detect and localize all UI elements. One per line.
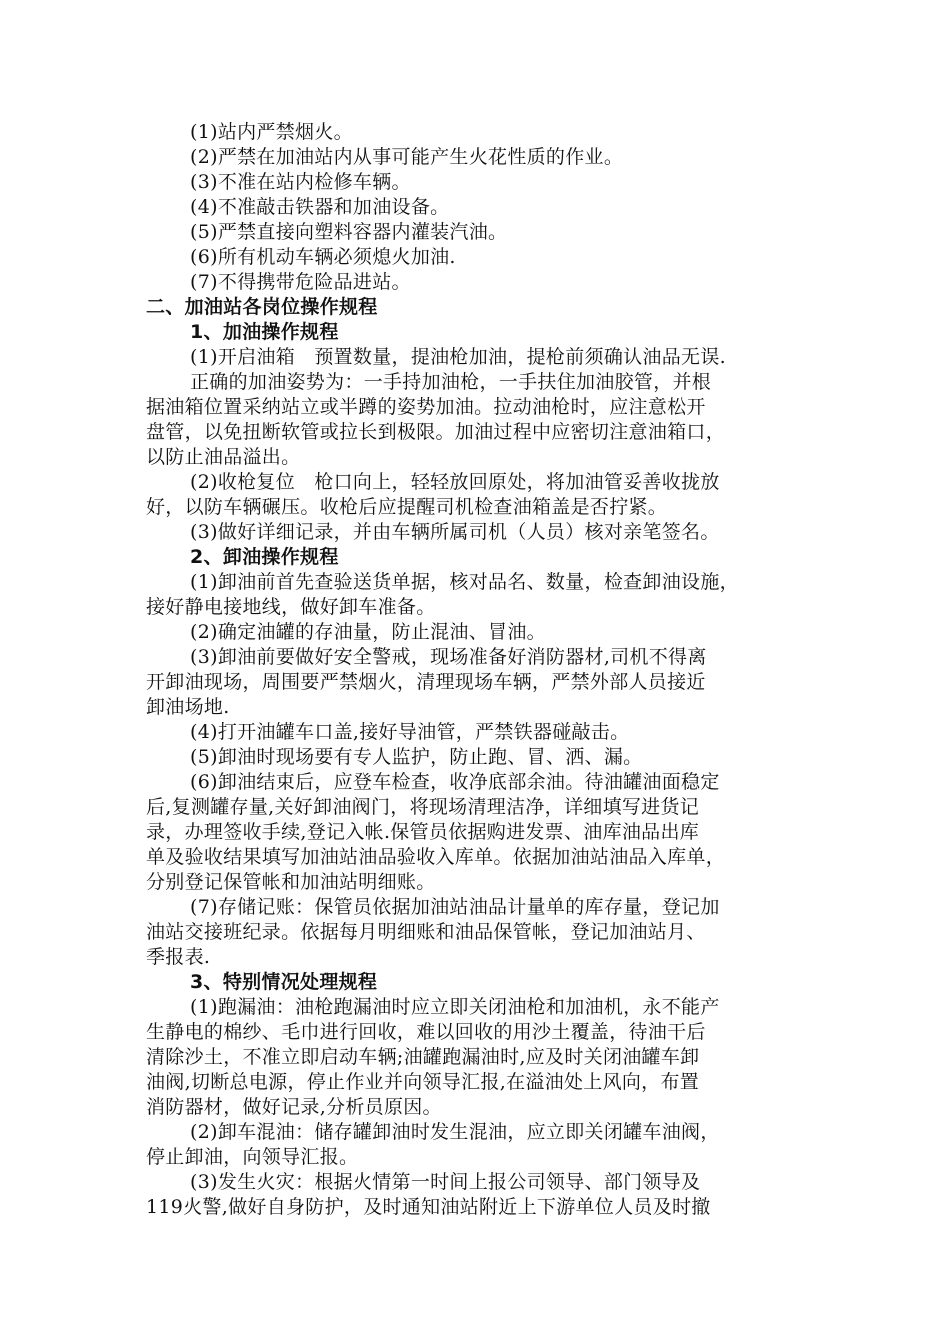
text-line: 季报表. — [146, 946, 211, 968]
text-line: 生静电的棉纱、毛巾进行回收，难以回收的用沙土覆盖，待油干后 — [146, 1021, 706, 1043]
text-line: 分别登记保管帐和加油站明细账。 — [146, 871, 436, 893]
text-line: (2)收枪复位 枪口向上，轻轻放回原处，将加油管妥善收拢放 — [190, 471, 720, 493]
rule-item: (1)站内严禁烟火。 — [190, 121, 353, 143]
text-line: (1)跑漏油：油枪跑漏油时应立即关闭油枪和加油机，永不能产 — [190, 996, 720, 1018]
text-line: 正确的加油姿势为：一手持加油枪，一手扶住加油胶管，并根 — [190, 371, 712, 393]
text-line: 消防器材，做好记录,分析员原因。 — [146, 1096, 442, 1118]
text-line: (1)开启油箱 预置数量，提油枪加油，提枪前须确认油品无误. — [190, 346, 726, 368]
unloading-procedure — [146, 570, 812, 970]
rule-item: (4)不准敲击铁器和加油设备。 — [190, 196, 450, 218]
text-line: 油阀,切断总电源，停止作业并向领导汇报,在溢油处上风向，布置 — [146, 1071, 700, 1093]
rule-item: (2)严禁在加油站内从事可能产生火花性质的作业。 — [190, 146, 624, 168]
document-body — [146, 120, 812, 1220]
text-line: 停止卸油，向领导汇报。 — [146, 1146, 359, 1168]
text-line: 清除沙土，不准立即启动车辆;油罐跑漏油时,应及时关闭油罐车卸 — [146, 1046, 700, 1068]
text-line: 接好静电接地线，做好卸车准备。 — [146, 596, 436, 618]
text-line: (7)存储记账：保管员依据加油站油品计量单的库存量，登记加 — [190, 896, 720, 918]
safety-rules-list — [146, 120, 812, 295]
subsection-heading-unloading: 2、卸油操作规程 — [190, 546, 339, 568]
rule-item: (3)不准在站内检修车辆。 — [190, 171, 411, 193]
text-line: 单及验收结果填写加油站油品验收入库单。依据加油站油品入库单， — [146, 846, 726, 868]
rule-item: (5)严禁直接向塑料容器内灌装汽油。 — [190, 221, 508, 243]
text-line: 好，以防车辆碾压。收枪后应提醒司机检查油箱盖是否拧紧。 — [146, 496, 668, 518]
text-line: 119火警,做好自身防护，及时通知油站附近上下游单位人员及时撤 — [146, 1196, 711, 1218]
text-line: (5)卸油时现场要有专人监护，防止跑、冒、洒、漏。 — [190, 746, 643, 768]
text-line: 以防止油品溢出。 — [146, 446, 301, 468]
rule-item: (7)不得携带危险品进站。 — [190, 271, 411, 293]
subsection-heading-special-cases: 3、特别情况处理规程 — [190, 971, 378, 993]
text-line: 油站交接班纪录。依据每月明细账和油品保管帐，登记加油站月、 — [146, 921, 706, 943]
text-line: (1)卸油前首先查验送货单据，核对品名、数量，检查卸油设施， — [190, 571, 739, 593]
text-line: 据油箱位置采纳站立或半蹲的姿势加油。拉动油枪时，应注意松开 — [146, 396, 706, 418]
rule-item: (6)所有机动车辆必须熄火加油. — [190, 246, 456, 268]
special-cases-procedure — [146, 995, 812, 1220]
text-line: (4)打开油罐车口盖,接好导油管，严禁铁器碰敲击。 — [190, 721, 630, 743]
subsection-heading-refueling: 1、加油操作规程 — [190, 321, 339, 343]
section-heading: 二、加油站各岗位操作规程 — [146, 296, 378, 318]
text-line: (2)确定油罐的存油量，防止混油、冒油。 — [190, 621, 546, 643]
text-line: 开卸油现场，周围要严禁烟火，清理现场车辆，严禁外部人员接近 — [146, 671, 706, 693]
text-line: 卸油场地. — [146, 696, 230, 718]
text-line: 录，办理签收手续,登记入帐.保管员依据购进发票、油库油品出库 — [146, 821, 700, 843]
text-line: (3)卸油前要做好安全警戒，现场准备好消防器材,司机不得离 — [190, 646, 707, 668]
text-line: (3)发生火灾：根据火情第一时间上报公司领导、部门领导及 — [190, 1171, 701, 1193]
text-line: 盘管，以免扭断软管或拉长到极限。加油过程中应密切注意油箱口， — [146, 421, 726, 443]
text-line: (6)卸油结束后，应登车检查，收净底部余油。待油罐油面稳定 — [190, 771, 720, 793]
refueling-procedure — [146, 345, 812, 545]
text-line: (3)做好详细记录，并由车辆所属司机（人员）核对亲笔签名。 — [190, 521, 720, 543]
text-line: 后,复测罐存量,关好卸油阀门，将现场清理洁净，详细填写进货记 — [146, 796, 700, 818]
text-line: (2)卸车混油：储存罐卸油时发生混油，应立即关闭罐车油阀， — [190, 1121, 720, 1143]
